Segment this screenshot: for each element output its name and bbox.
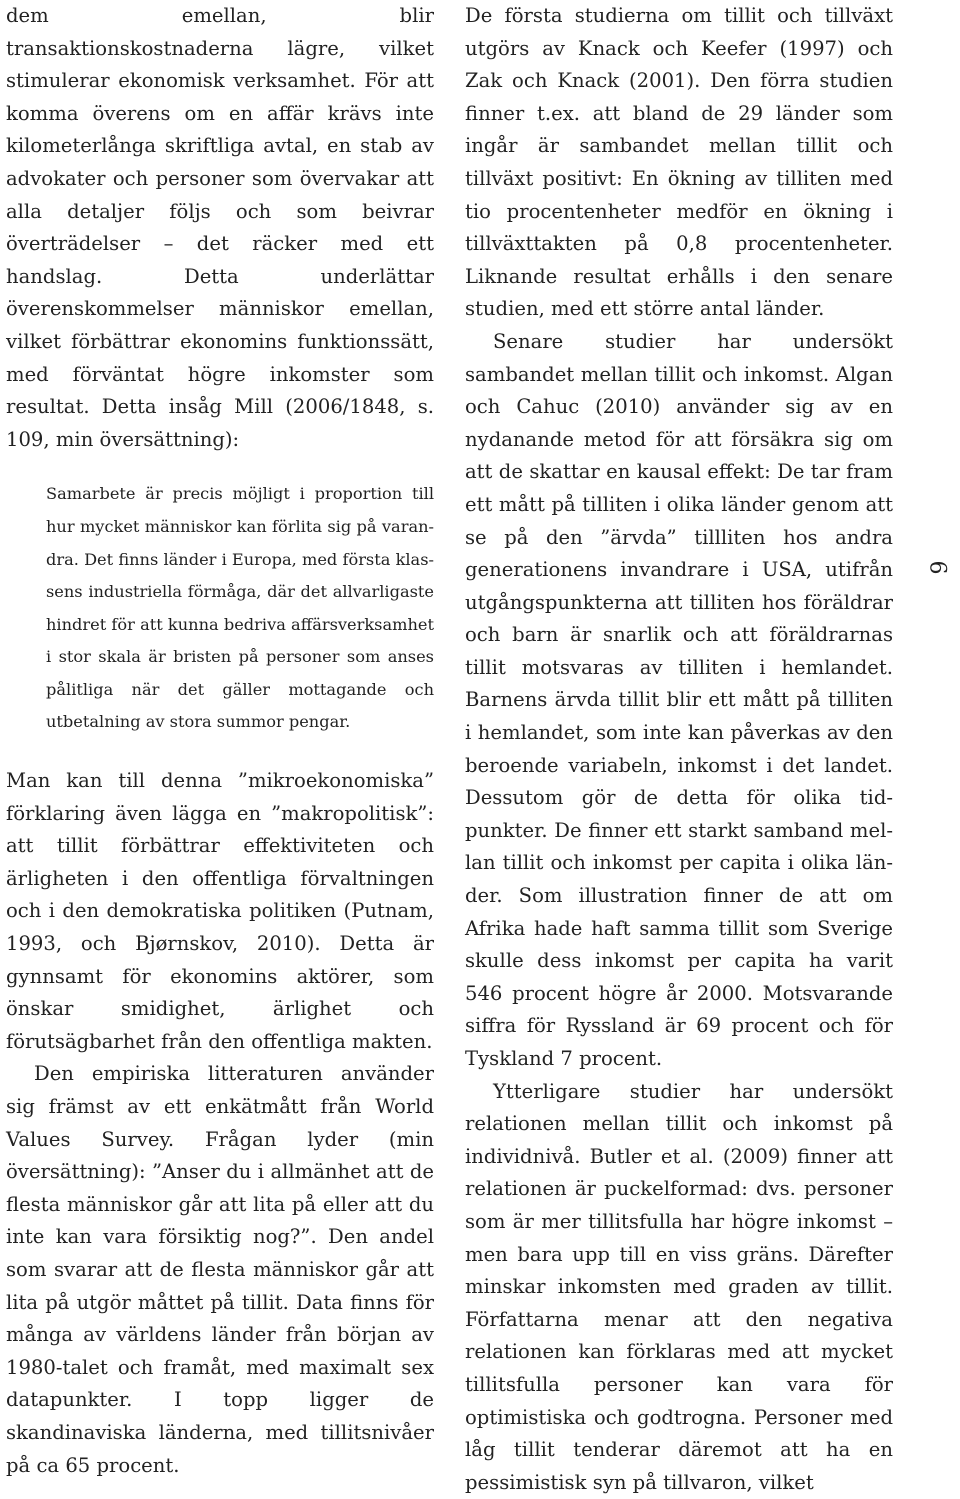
- right-column: [465, 0, 893, 1499]
- body-paragraph: Den empiriska litteraturen använder sig främst av ett enkätmått från World Values Survey. Frågan lyder (min översättning): ”Anser du i allmänhet att de flesta människor går att lita på eller att du inte kan vara försiktig nog?”. Den andel som svarar att de flesta människor går att lita på utgör måttet på tillit. Data finns för många av världens länder från början av 1980-talet och framåt, med maximalt sex datapunkter. I topp ligger de skandinaviska länderna, med tillitsnivåer på ca 65 procent.: [6, 1062, 434, 1477]
- body-paragraph: Man kan till denna ”mikroekonomiska” förklaring även lägga en ”makropolitisk”: att tillit förbättrar effektiviteten och ärligheten i den offentliga förvaltningen och i den demokratiska politiken (Putnam, 1993, och Bjørnskov, 2010). Detta är gynnsamt för ekonomins aktörer, som önskar smidighet, ärlighet och förutsägbarhet från den offentliga makten.: [6, 769, 434, 1053]
- page-number: 6: [924, 560, 950, 575]
- body-paragraph: Senare studier har undersökt sambandet mellan tillit och inkomst. Algan och Cahuc (2010) använder sig av en nydanande metod för att försäkra sig om att de skattar en kausal effekt: De tar fram ett mått på tilliten i olika länder genom att se på den ”ärvda” tillliten hos andra generationens invandrare i USA, utifrån utgångspunkterna att tilliten hos föräldrar och barn är snarlik och att föräldrarnas tillit motsvaras av tilliten i hemlandet. Barnens ärvda tillit blir ett mått på tilliten i hemlandet, som inte kan påverkas av den beroende variabeln, inkomst i det landet. Dessutom gör de detta för olika tidpunkter. De finner ett starkt samband mellan tillit och inkomst per capita i olika länder. Som illustration finner de att om Afrika hade haft samma tillit som Sverige skulle dess inkomst per capita ha varit 546 procent högre år 2000. Motsvarande siffra för Ryssland är 69 procent och för Tyskland 7 procent.: [465, 329, 893, 1070]
- left-column: [6, 0, 434, 1482]
- body-paragraph: dem emellan, blir transaktionskostnaderna lägre, vilket stimulerar ekonomisk verksamhet. För att komma överens om en affär krävs inte kilometerlånga skriftliga avtal, en stab av advokater och personer som övervakar att alla detaljer följs och som beivrar överträdelser – det räcker med ett handslag. Detta underlättar överenskommelser människor emellan, vilket förbättrar ekonomins funktionssätt, med förväntat högre inkomster som resultat. Detta insåg Mill (2006/1848, s. 109, min översättning):: [6, 4, 434, 451]
- body-paragraph: Ytterligare studier har undersökt relationen mellan tillit och inkomst på individnivå. Butler et al. (2009) finner att relationen är puckelformad: dvs. personer som är mer tillitsfulla har högre inkomst – men bara upp till en viss gräns. Därefter minskar inkomsten med graden av tillit. Författarna menar att den negativa relationen kan förklaras med att mycket tillitsfulla personer kan vara för optimistiska och godtrogna. Personer med låg tillit tenderar däremot att ha en pessimistisk syn på tillvaron, vilket: [465, 1079, 893, 1494]
- body-paragraph: De första studierna om tillit och tillväxt utgörs av Knack och Keefer (1997) och Zak och Knack (2001). Den förra studien finner t.ex. att bland de 29 länder som ingår är sambandet mellan tillit och tillväxt positivt: En ökning av tilliten med tio procentenheter medför en ökning i tillväxttakten på 0,8 procentenheter. Liknande resultat erhålls i den senare studien, med ett större antal länder.: [465, 4, 893, 321]
- block-quote: Samarbete är precis möjligt i proportion till hur mycket människor kan förlita sig på varandra. Det finns länder i Europa, med första klassens industriella förmåga, där det allvarligaste hindret för att kunna bedriva affärsverksamhet i stor skala är bristen på personer som anses pålitliga när det gäller mottagande och utbetalning av stora summor pengar.: [46, 484, 434, 732]
